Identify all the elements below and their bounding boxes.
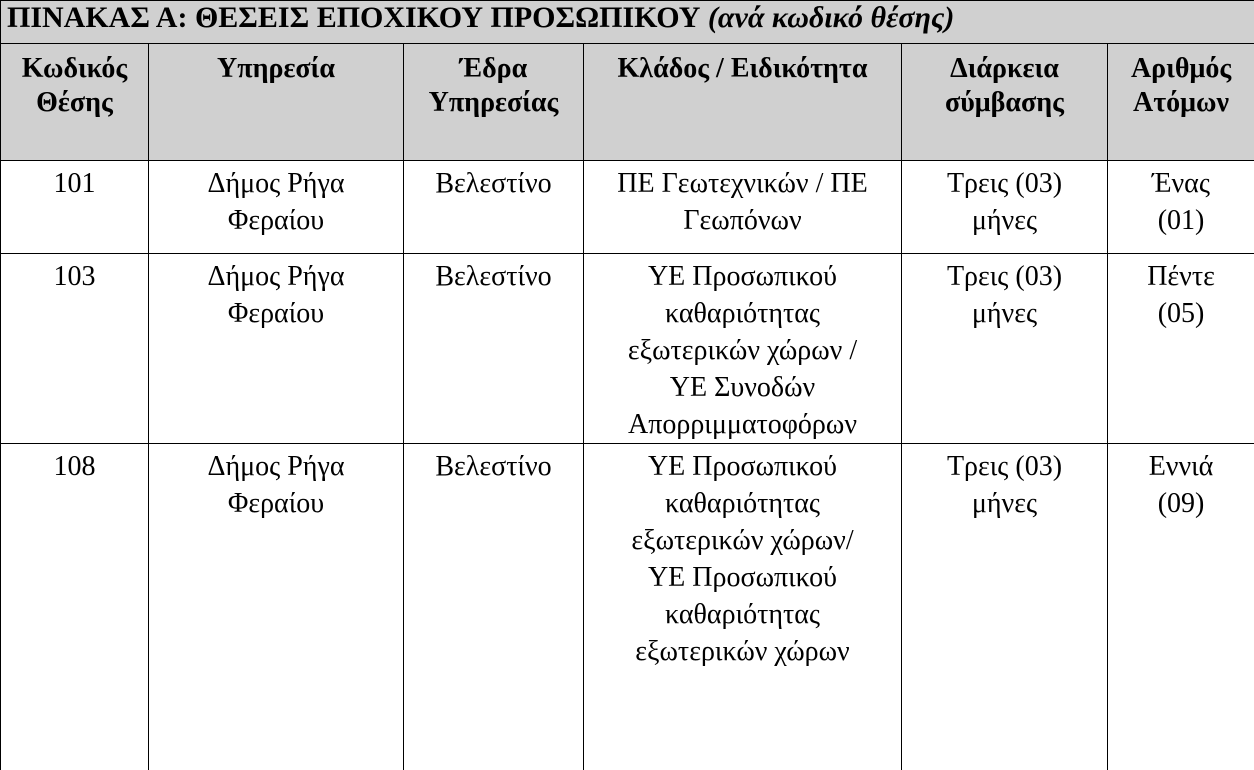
header-duration: Διάρκεια σύμβασης xyxy=(902,44,1108,161)
table-title-row xyxy=(1,1,1254,44)
cell-count: Ένας (01) xyxy=(1108,161,1254,254)
table-header-row xyxy=(1,44,1254,161)
table-row xyxy=(1,161,1254,254)
table-title-sub: (ανά κωδικό θέσης) xyxy=(708,1,954,34)
cell-code: 103 xyxy=(1,254,149,444)
cell-code: 101 xyxy=(1,161,149,254)
table-row xyxy=(1,254,1254,444)
header-service: Υπηρεσία xyxy=(149,44,404,161)
cell-seat: Βελεστίνο xyxy=(404,444,584,770)
cell-seat: Βελεστίνο xyxy=(404,254,584,444)
header-count: Αριθμός Ατόμων xyxy=(1108,44,1254,161)
cell-duration: Τρεις (03) μήνες xyxy=(902,161,1108,254)
table-row xyxy=(1,444,1254,770)
cell-code: 108 xyxy=(1,444,149,770)
cell-branch: ΥΕ Προσωπικού καθαριότητας εξωτερικών χώρων/ ΥΕ Προσωπικού καθαριότητας εξωτερικών χώρων xyxy=(584,444,902,770)
cell-duration: Τρεις (03) μήνες xyxy=(902,254,1108,444)
header-seat: Έδρα Υπηρεσίας xyxy=(404,44,584,161)
cell-branch: ΥΕ Προσωπικού καθαριότητας εξωτερικών χώρων / ΥΕ Συνοδών Απορριμματοφόρων xyxy=(584,254,902,444)
cell-count: Εννιά (09) xyxy=(1108,444,1254,770)
cell-service: Δήμος Ρήγα Φεραίου xyxy=(149,161,404,254)
cell-service: Δήμος Ρήγα Φεραίου xyxy=(149,254,404,444)
cell-seat: Βελεστίνο xyxy=(404,161,584,254)
table-title xyxy=(1,1,1254,44)
header-branch: Κλάδος / Ειδικότητα xyxy=(584,44,902,161)
cell-service: Δήμος Ρήγα Φεραίου xyxy=(149,444,404,770)
cell-duration: Τρεις (03) μήνες xyxy=(902,444,1108,770)
header-code: Κωδικός Θέσης xyxy=(1,44,149,161)
cell-count: Πέντε (05) xyxy=(1108,254,1254,444)
cell-branch: ΠΕ Γεωτεχνικών / ΠΕ Γεωπόνων xyxy=(584,161,902,254)
table-title-main: ΠΙΝΑΚΑΣ Α: ΘΕΣΕΙΣ ΕΠΟΧΙΚΟΥ ΠΡΟΣΩΠΙΚΟΥ xyxy=(7,1,700,34)
